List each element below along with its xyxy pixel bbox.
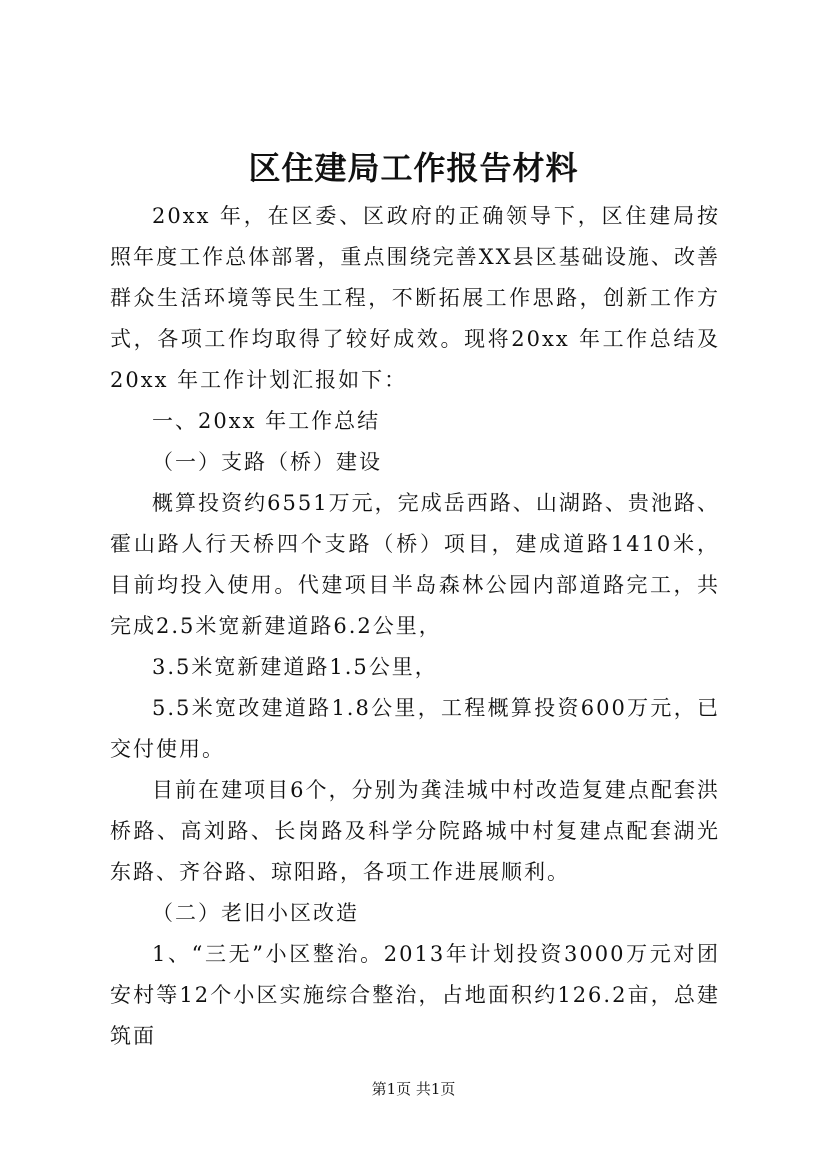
heading-subsection-1: （一）支路（桥）建设 bbox=[152, 450, 382, 474]
paragraph-roads-2: 3.5米宽新建道路1.5公里， bbox=[152, 655, 438, 679]
paragraph-intro: 20xx 年，在区委、区政府的正确领导下，区住建局按照年度工作总体部署，重点围绕完善XX县区基础设施、改善群众生活环境等民生工程，不断拓展工作思路，创新工作方式，各项工作均取得了较好成效。现将20xx 年工作总结及20xx 年工作计划汇报如下： bbox=[110, 204, 720, 392]
document-title: 区住建局工作报告材料 bbox=[248, 149, 579, 187]
heading-section-1: 一、20xx 年工作总结 bbox=[152, 409, 381, 433]
paragraph-roads: 概算投资约6551万元，完成岳西路、山湖路、贵池路、霍山路人行天桥四个支路（桥）项目，建成道路1410米，目前均投入使用。代建项目半岛森林公园内部道路完工，共完成2.5米宽新建道路6.2公里， bbox=[110, 491, 720, 638]
page-footer: 第1页 共1页 bbox=[371, 1080, 456, 1098]
document-body bbox=[110, 196, 720, 1057]
paragraph-roads-3: 5.5米宽改建道路1.8公里，工程概算投资600万元，已交付使用。 bbox=[110, 696, 720, 761]
paragraph-projects: 目前在建项目6个，分别为龚洼城中村改造复建点配套洪桥路、高刘路、长岗路及科学分院路城中村复建点配套湖光东路、齐谷路、琼阳路，各项工作进展顺利。 bbox=[110, 778, 720, 884]
paragraph-renovation: 1、“三无”小区整治。2013年计划投资3000万元对团安村等12个小区实施综合整治，占地面积约126.2亩，总建筑面 bbox=[110, 942, 720, 1048]
heading-subsection-2: （二）老旧小区改造 bbox=[152, 901, 359, 925]
